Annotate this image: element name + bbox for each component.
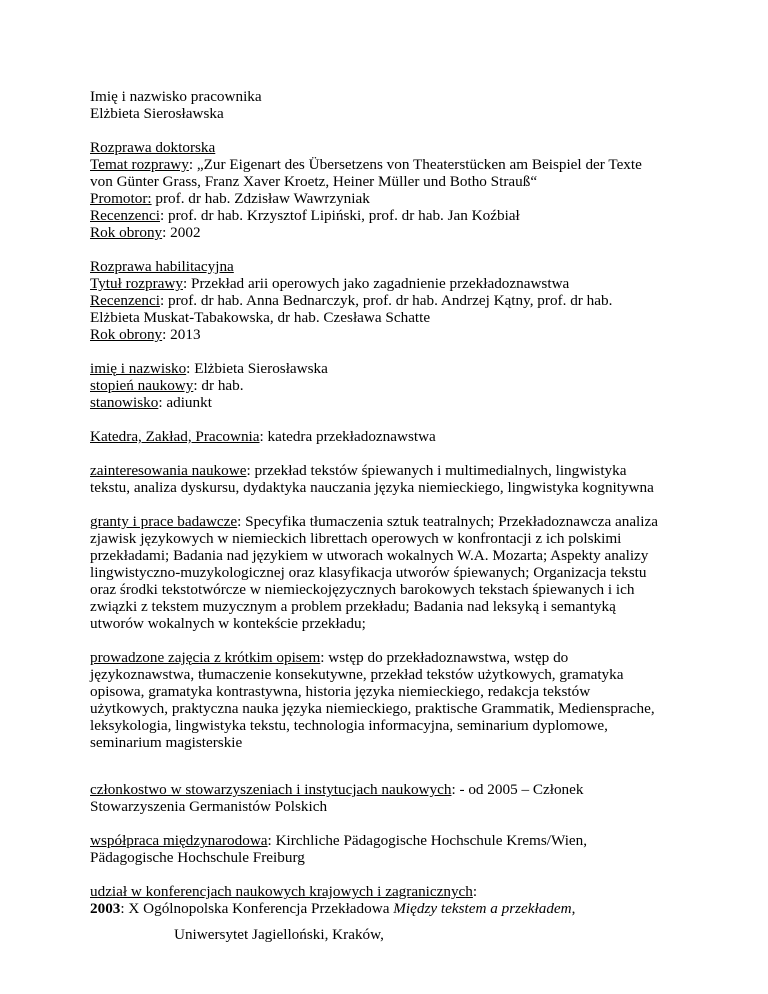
person-degree [90, 377, 700, 394]
employee-name-label: Imię i nazwisko pracownika [90, 88, 262, 105]
person-name [90, 360, 700, 377]
habilitation-reviewers-continued: Elżbieta Muskat-Tabakowska, dr hab. Czesława Schatte [90, 309, 431, 326]
doctoral-topic-continued: von Günter Grass, Franz Xaver Kroetz, Heiner Müller und Botho Strauß“ [90, 173, 538, 190]
conference-place: Uniwersytet Jagielloński, Kraków, [174, 926, 384, 943]
grants [90, 513, 700, 530]
conferences-heading [90, 883, 700, 900]
courses-line: opisowa, gramatyka kontrastywna, historia języka niemieckiego, redakcja tekstów [90, 683, 591, 700]
interests [90, 462, 700, 479]
doctoral-promotor-value: prof. dr hab. Zdzisław Wawrzyniak [151, 190, 370, 207]
department-label: Katedra, Zakład, Pracownia [90, 428, 260, 445]
doctoral-year-value: : 2002 [162, 224, 201, 241]
grants-line: związki z tekstem muzycznym a problem przekładu; Badania nad leksyką i semantyką [90, 598, 616, 615]
document-page [90, 88, 700, 943]
doctoral-promotor [90, 190, 700, 207]
grants-label: granty i prace badawcze [90, 513, 238, 530]
habilitation-year [90, 326, 700, 343]
habilitation-year-label: Rok obrony [90, 326, 163, 343]
courses [90, 649, 700, 666]
grants-line: przekładami; Badania nad językiem w utworach wokalnych W.A. Mozarta; Aspekty analizy [90, 547, 649, 564]
courses-line: językoznawstwa, tłumaczenie konsekutywne, przekład tekstów użytkowych, gramatyka [90, 666, 624, 683]
conference-entry [90, 900, 700, 917]
membership-value: : - od 2005 – Członek [451, 781, 584, 798]
interests-value: : przekład tekstów śpiewanych i multimedialnych, lingwistyka [246, 462, 627, 479]
doctoral-reviewers [90, 207, 700, 224]
person-position-value: : adiunkt [158, 394, 212, 411]
courses-label: prowadzone zajęcia z krótkim opisem [90, 649, 321, 666]
habilitation-reviewers-label: Recenzenci [90, 292, 160, 309]
conferences-label-suffix: : [472, 883, 478, 900]
grants-line: oraz środki tekstotwórcze w niemieckojęzycznych barokowych tekstach śpiewanych i ich [90, 581, 635, 598]
grants-line: zjawisk językowych w niemieckich librettach operowych w konfrontacji z ich polskimi [90, 530, 622, 547]
cooperation-label: współpraca międzynarodowa [90, 832, 268, 849]
department [90, 428, 700, 445]
doctoral-topic-value: : „Zur Eigenart des Übersetzens von Theaterstücken am Beispiel der Texte [188, 156, 642, 173]
doctoral-reviewers-label: Recenzenci [90, 207, 160, 224]
person-name-value: : Elżbieta Sierosławska [186, 360, 328, 377]
habilitation-title-value: : Przekład arii operowych jako zagadnienie przekładoznawstwa [183, 275, 570, 292]
habilitation-title [90, 275, 700, 292]
cooperation [90, 832, 700, 849]
courses-value: : wstęp do przekładoznawstwa, wstęp do [320, 649, 569, 666]
grants-line: utworów wokalnych w kontekście przekładu; [90, 615, 366, 632]
habilitation-reviewers [90, 292, 700, 309]
grants-value: : Specyfika tłumaczenia sztuk teatralnych; Przekładoznawcza analiza [237, 513, 658, 530]
courses-line: leksykologia, lingwistyka tekstu, technologia informacyjna, seminarium dyplomowe, [90, 717, 608, 734]
conference-title: Między tekstem a przekładem [393, 900, 572, 917]
doctoral-year [90, 224, 700, 241]
cooperation-continued: Pädagogische Hochschule Freiburg [90, 849, 305, 866]
habilitation-title-label: Tytuł rozprawy [90, 275, 183, 292]
person-position-label: stanowisko [90, 394, 159, 411]
doctoral-topic [90, 156, 700, 173]
membership-continued: Stowarzyszenia Germanistów Polskich [90, 798, 328, 815]
person-degree-value: : dr hab. [193, 377, 244, 394]
doctoral-reviewers-value: : prof. dr hab. Krzysztof Lipiński, prof. dr hab. Jan Koźbiał [159, 207, 520, 224]
doctoral-topic-label: Temat rozprawy [90, 156, 189, 173]
person-name-label: imię i nazwisko [90, 360, 187, 377]
department-value: : katedra przekładoznawstwa [259, 428, 436, 445]
interests-continued: tekstu, analiza dyskursu, dydaktyka nauczania języka niemieckiego, lingwistyka kognitywna [90, 479, 654, 496]
habilitation-year-value: : 2013 [162, 326, 201, 343]
conference-end: , [571, 900, 576, 917]
employee-name: Elżbieta Sierosławska [90, 105, 224, 122]
person-position [90, 394, 700, 411]
conference-text: : X Ogólnopolska Konferencja Przekładowa [120, 900, 394, 917]
cooperation-value: : Kirchliche Pädagogische Hochschule Krems/Wien, [267, 832, 588, 849]
doctoral-promotor-label: Promotor: [90, 190, 152, 207]
interests-label: zainteresowania naukowe [90, 462, 247, 479]
habilitation-reviewers-value: : prof. dr hab. Anna Bednarczyk, prof. dr hab. Andrzej Kątny, prof. dr hab. [159, 292, 613, 309]
person-degree-label: stopień naukowy [90, 377, 194, 394]
membership [90, 781, 700, 798]
membership-label: członkostwo w stowarzyszeniach i instytucjach naukowych [90, 781, 452, 798]
conferences-label: udział w konferencjach naukowych krajowych i zagranicznych [90, 883, 473, 900]
conference-year: 2003 [90, 900, 121, 917]
doctoral-year-label: Rok obrony [90, 224, 163, 241]
courses-line: seminarium magisterskie [90, 734, 243, 751]
doctoral-heading: Rozprawa doktorska [90, 139, 216, 156]
grants-line: lingwistyczno-muzykologicznej oraz klasyfikacja utworów śpiewanych; Organizacja tekstu [90, 564, 647, 581]
habilitation-heading: Rozprawa habilitacyjna [90, 258, 234, 275]
courses-line: użytkowych, praktyczna nauka języka niemieckiego, praktische Grammatik, Mediensprache, [90, 700, 655, 717]
